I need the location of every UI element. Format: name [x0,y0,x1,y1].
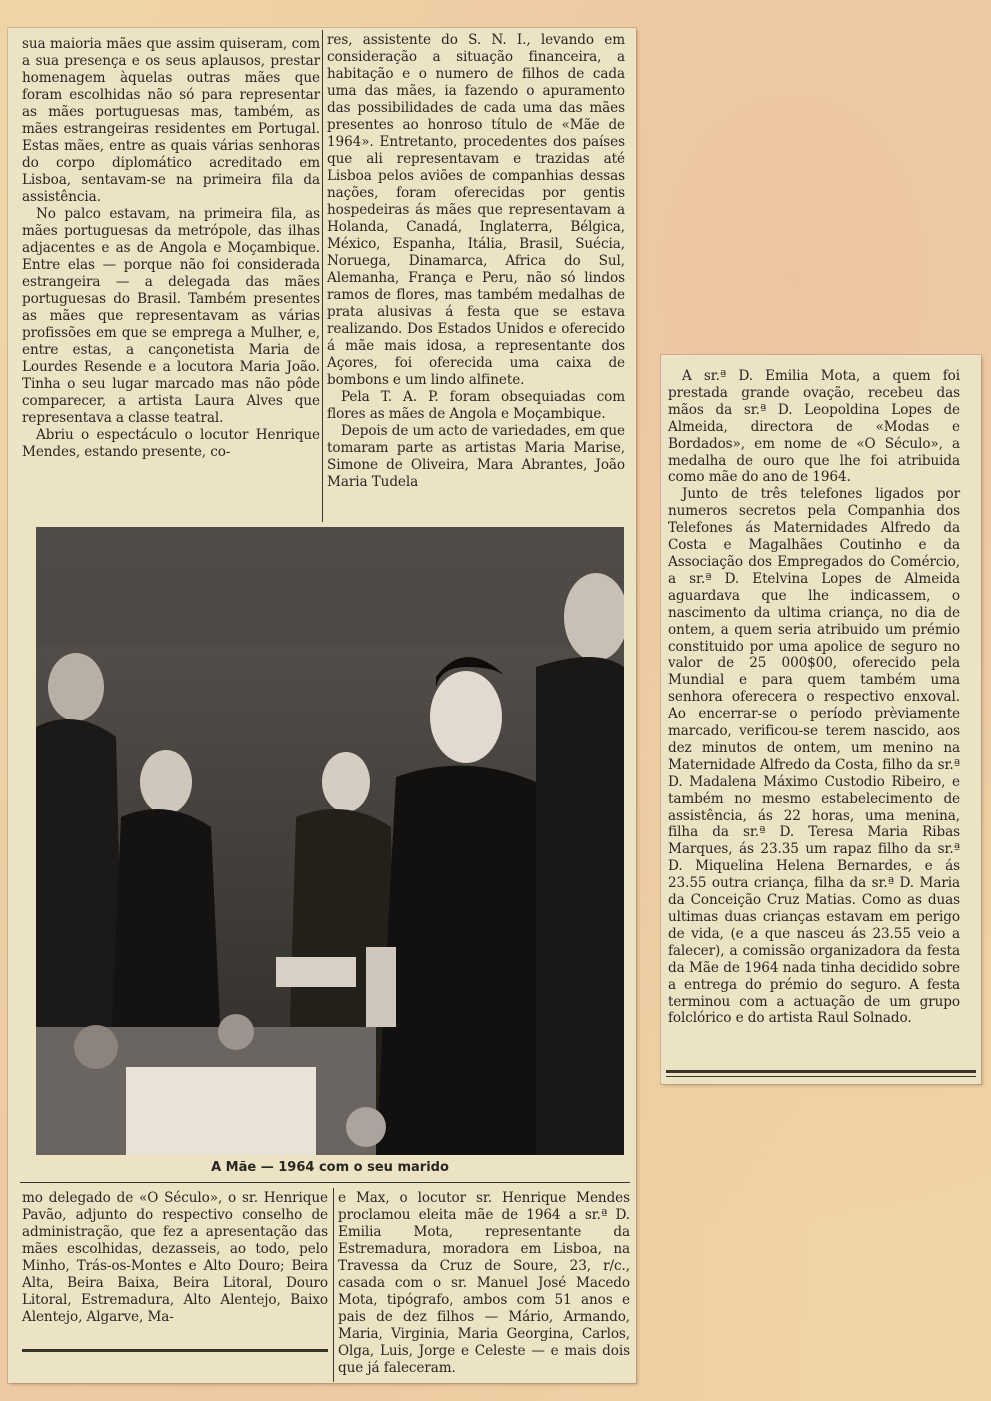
paragraph: A sr.ª D. Emilia Mota, a quem foi prestada grande ovação, recebeu das mãos da sr.ª D. Leopoldina Lopes de Almeida, directora de «Modas e Bordados», em nome de «O Século», a medalha de ouro que lhe foi atribuida como mãe do ano de 1964. [668,368,960,486]
article-column-4 [22,1190,328,1326]
column-divider [333,1188,334,1382]
paragraph: sua maioria mães que assim quiseram, com a sua presença e os seus aplausos, prestar homenagem àquelas outras mães que foram escolhidas não só para representar as mães portuguesas mas, também, as mães estrangeiras residentes em Portugal. Estas mães, entre as quais várias senhoras do corpo diplomático acreditado em Lisboa, sentavam-se na primeira fila da assistência. [22,36,320,205]
bottom-rule [22,1349,328,1352]
photo-caption: A Mãe — 1964 com o seu marido [211,1160,449,1175]
paragraph: mo delegado de «O Século», o sr. Henrique Pavão, adjunto do respectivo conselho de administração, que fez a apresentação das mães escolhidas, dezasseis, ao todo, pelo Minho, Trás-os-Montes e Alto Douro; Beira Alta, Beira Baixa, Beira Litoral, Douro Litoral, Estremadura, Alto Alentejo, Baixo Alentejo, Algarve, Ma- [22,1190,328,1325]
paragraph: Junto de três telefones ligados por numeros secretos pela Companhia dos Telefones ás Maternidades Alfredo da Costa e Magalhães Coutinho e da Associação dos Empregados do Comércio, a sr.ª D. Etelvina Lopes de Almeida aguardava que lhe indicassem, o nascimento da ultima criança, no dia de ontem, a quem seria atribuido um prémio constituido por uma apolice de seguro no valor de 25 000$00, oferecido pela Mundial e para quem também uma senhora oferecera o respectivo enxoval. Ao encerrar-se o período prèviamente marcado, verificou-se terem nascido, aos dez minutos de ontem, um menino na Maternidade Alfredo da Costa, filho da sr.ª D. Madalena Máximo Custodio Ribeiro, e também no mesmo estabelecimento de assistência, ás 22 horas, uma menina, filha da sr.ª D. Teresa Maria Ribas Marques, ás 23.35 um rapaz filho da sr.ª D. Miquelina Helena Bernardes, e ás 23.55 outra criança, filha da sr.ª D. Maria da Conceição Cruz Matias. Como as duas ultimas duas crianças estavam em perigo de vida, (e a que nasceu ás 23.55 veio a falecer), a comissão organizadora da festa da Mãe de 1964 nada tinha decidido sobre a entrega do prémio do seguro. A festa terminou com a actuação de um grupo folclórico e do artista Raul Solnado. [668,486,960,1027]
bottom-rule [666,1070,976,1073]
article-column-2 [327,32,625,491]
paragraph: Pela T. A. P. foram obsequiadas com flores as mães de Angola e Moçambique. [327,389,625,422]
bottom-rule [666,1076,976,1077]
column-divider [322,30,323,522]
paragraph: res, assistente do S. N. I., levando em consideração a situação financeira, a habitação e o numero de filhos de cada uma das mães, ia fazendo o apuramento das possibilidades de cada uma das mães presentes ao honroso título de «Mãe de 1964». Entretanto, procedentes dos países que ali representavam e trazidas até Lisboa pelos aviões de companhias dessas nações, foram oferecidas por gentis hospedeiras ás mães que representavam a Holanda, Canadá, Inglaterra, Bélgica, México, Espanha, Itália, Brasil, Suécia, Noruega, Dinamarca, Africa do Sul, Alemanha, França e Peru, não só lindos ramos de flores, mas também medalhas de prata alusivas á festa que se estava realizando. Dos Estados Unidos e oferecido á mãe mais idosa, a representante dos Açores, foi oferecida uma caixa de bombons e um lindo alfinete. [327,32,625,388]
paragraph: e Max, o locutor sr. Henrique Mendes proclamou eleita mãe de 1964 a sr.ª D. Emilia Mota, representante da Estremadura, moradora em Lisboa, na Travessa da Cruz de Soure, 23, r/c., casada com o sr. Manuel José Macedo Mota, tipógrafo, ambos com 51 anos e pais de dez filhos — Mário, Armando, Maria, Virginia, Maria Georgina, Carlos, Olga, Luis, Jorge e Celeste — e mais dois que já faleceram. [338,1190,630,1376]
news-photo [36,527,624,1155]
article-column-1 [22,36,320,461]
article-column-3 [668,368,960,1027]
paragraph: Depois de um acto de variedades, em que tomaram parte as artistas Maria Marise, Simone de Oliveira, Mara Abrantes, João Maria Tudela [327,423,625,490]
caption-rule [20,1182,630,1183]
paragraph: No palco estavam, na primeira fila, as mães portuguesas da metrópole, das ilhas adjacentes e as de Angola e Moçambique. Entre elas — porque não foi considerada estrangeira — a delegada das mães portuguesas do Brasil. Também presentes as mães que representavam as várias profissões em que se emprega a Mulher, e, entre estas, a cançonetista Maria de Lourdes Resende e a locutora Maria João. Tinha o seu lugar marcado mas não pôde comparecer, a artista Laura Alves que representava a classe teatral. [22,206,320,426]
paragraph: Abriu o espectáculo o locutor Henrique Mendes, estando presente, co- [22,427,320,460]
article-column-5 [338,1190,630,1377]
